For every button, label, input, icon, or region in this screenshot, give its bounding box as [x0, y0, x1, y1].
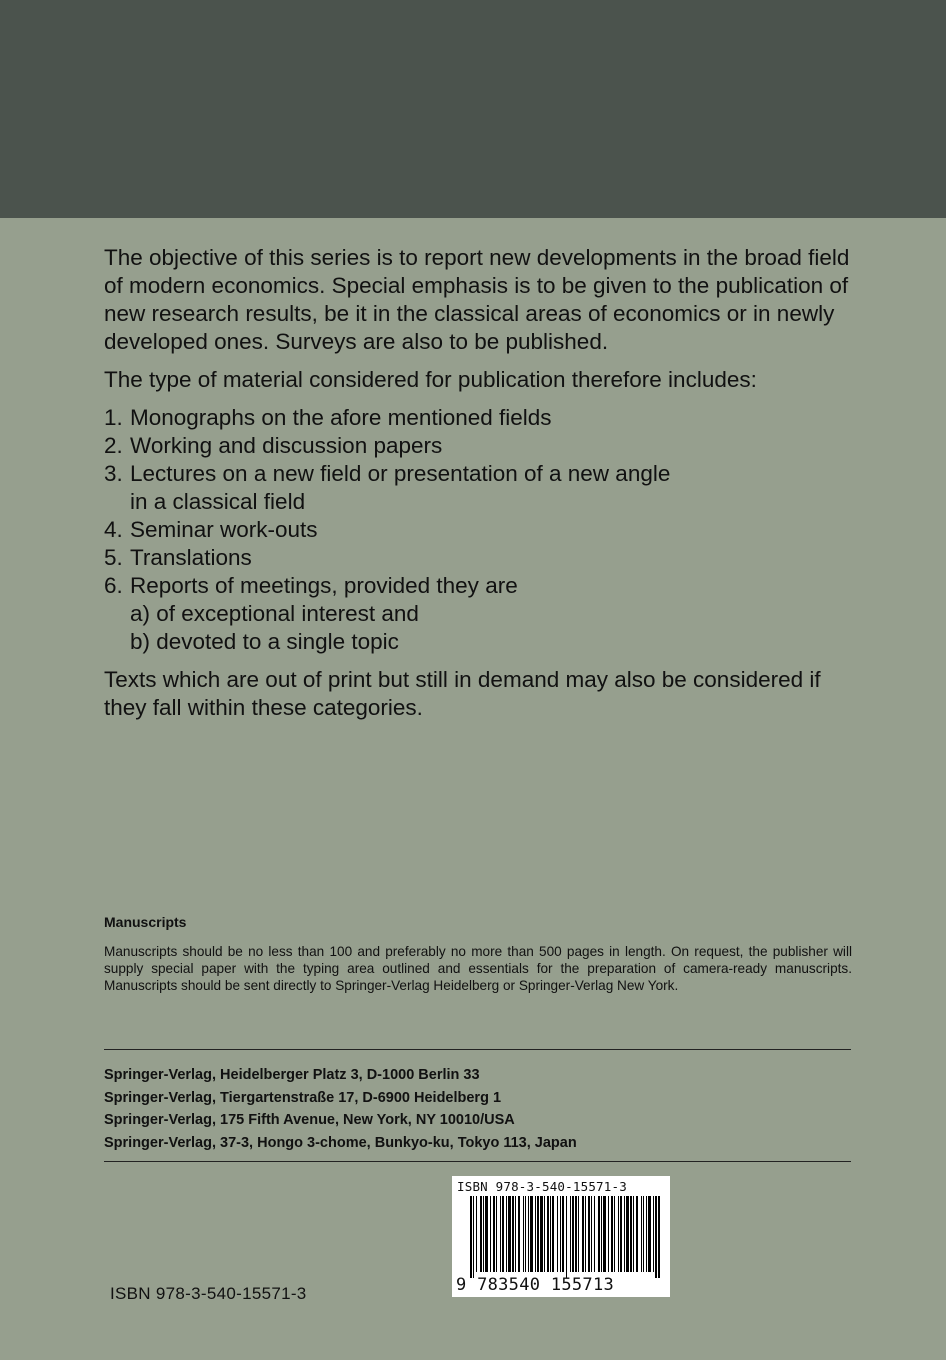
barcode-digits: 9 783540 155713	[456, 1275, 615, 1295]
barcode-isbn: ISBN 978-3-540-15571-3	[457, 1179, 627, 1194]
divider-bottom	[104, 1161, 851, 1162]
barcode	[452, 1176, 670, 1297]
list-item-continuation: in a classical field	[130, 489, 306, 514]
address-line: Springer-Verlag, Tiergartenstraße 17, D-6900 Heidelberg 1	[104, 1089, 502, 1106]
publisher-addresses	[104, 1064, 852, 1154]
divider-top	[104, 1049, 851, 1050]
list-item: 2. Working and discussion papers	[104, 433, 443, 458]
sub-item: b) devoted to a single topic	[130, 629, 399, 654]
list-item: 4. Seminar work-outs	[104, 517, 318, 542]
intro-paragraph: The objective of this series is to report new developments in the broad field of modern economics. Special emphasis is to be given to the publication of new research results, be it in the classical areas of economics or in newly developed ones. Surveys are also to be published.	[104, 245, 850, 354]
manuscripts-section	[104, 914, 852, 994]
address-line: Springer-Verlag, Heidelberger Platz 3, D-1000 Berlin 33	[104, 1067, 480, 1083]
sub-item: a) of exceptional interest and	[130, 601, 419, 626]
list-item: 5. Translations	[104, 545, 252, 570]
closing-paragraph: Texts which are out of print but still in demand may also be considered if they fall within these categories.	[104, 667, 821, 720]
list-item: 1. Monographs on the afore mentioned fields	[104, 405, 552, 430]
manuscripts-text: Manuscripts should be no less than 100 and preferably no more than 500 pages in length. On request, the publisher will supply special paper with the typing area outlined and essentials for the preparation of camera-ready manuscripts. Manuscripts should be sent directly to Springer-Verlag Heidelberg or Springer-Verlag New York.	[104, 944, 852, 993]
series-description	[104, 244, 864, 732]
list-item: 6. Reports of meetings, provided they are	[104, 573, 518, 598]
isbn-text: ISBN 978-3-540-15571-3	[110, 1284, 307, 1303]
list-item: 3. Lectures on a new field or presentation of a new angle	[104, 461, 671, 486]
top-color-band	[0, 0, 946, 218]
manuscripts-heading: Manuscripts	[104, 914, 187, 930]
barcode-bars-icon	[470, 1196, 660, 1278]
address-line: Springer-Verlag, 37-3, Hongo 3-chome, Bunkyo-ku, Tokyo 113, Japan	[104, 1134, 577, 1151]
material-intro: The type of material considered for publication therefore includes:	[104, 367, 757, 392]
address-line: Springer-Verlag, 175 Fifth Avenue, New York, NY 10010/USA	[104, 1112, 515, 1128]
material-list	[104, 404, 864, 656]
